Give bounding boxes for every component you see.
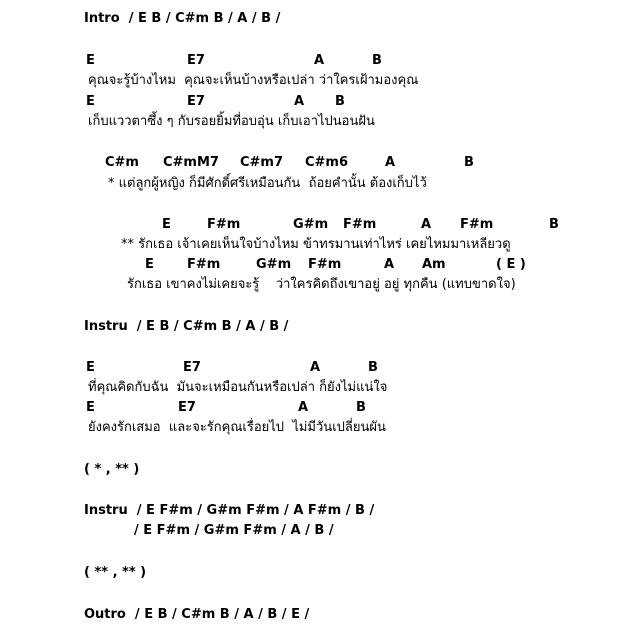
chord: E [162, 217, 171, 232]
chord: C#m6 [305, 155, 349, 170]
chord: F#m [343, 217, 377, 232]
chord: F#m [187, 257, 221, 272]
lyric-line: ที่คุณคิดกับฉัน มันจะเหมือนกันหรือเปล่า ก็ยังไม่แน่ใจ [88, 380, 388, 395]
chord: F#m [460, 217, 494, 232]
chord: ( E ) [496, 257, 526, 272]
chord: A [310, 360, 321, 375]
repeat-marker: ( * , ** ) [84, 462, 140, 477]
chord: B [356, 400, 366, 415]
instru-line: Instru / E B / C#m B / A / B / [84, 319, 289, 334]
repeat-marker: ( ** , ** ) [84, 565, 147, 580]
chord: E7 [183, 360, 201, 375]
chord: A [421, 217, 432, 232]
chord: E7 [187, 94, 205, 109]
chord: A [294, 94, 305, 109]
chord: E7 [187, 53, 205, 68]
chord: B [549, 217, 559, 232]
chord: E [86, 400, 95, 415]
lyric-line: ** รักเธอ เจ้าเคยเห็นใจบ้างไหม ข้าทรมานเท่าไหร่ เคยไหมมาเหลียวดู [121, 237, 511, 252]
lyric-line: รักเธอ เขาคงไม่เคยจะรู้ ว่าใครคิดถึงเขาอยู่ อยู่ ทุกคืน (แทบขาดใจ) [127, 277, 516, 292]
chord: B [372, 53, 382, 68]
chord: F#m [308, 257, 342, 272]
intro-line: Intro / E B / C#m B / A / B / [84, 11, 281, 26]
chord: C#m [105, 155, 139, 170]
chord: C#m7 [240, 155, 284, 170]
chord: C#mM7 [163, 155, 219, 170]
chord: A [298, 400, 309, 415]
chord: E [86, 360, 95, 375]
chord: E [86, 53, 95, 68]
chord: G#m [293, 217, 329, 232]
chord: Am [422, 257, 446, 272]
chord: E [145, 257, 154, 272]
chord: A [314, 53, 325, 68]
chord: E [86, 94, 95, 109]
chord: G#m [256, 257, 292, 272]
instru-line: / E F#m / G#m F#m / A / B / [134, 523, 334, 538]
lyric-line: คุณจะรู้บ้างไหม คุณจะเห็นบ้างหรือเปล่า ว่าใครเฝ้ามองคุณ [88, 73, 419, 88]
lyric-line: เก็บแววตาซึ้ง ๆ กับรอยยิ้มที่อบอุ่น เก็บเอาไปนอนฝัน [88, 114, 375, 129]
chord: B [464, 155, 474, 170]
chord: E7 [178, 400, 196, 415]
chord: B [368, 360, 378, 375]
lyric-line: ยังคงรักเสมอ และจะรักคุณเรื่อยไป ไม่มีวันเปลี่ยนผัน [88, 420, 386, 435]
instru-line: Instru / E F#m / G#m F#m / A F#m / B / [84, 503, 375, 518]
chord: A [384, 257, 395, 272]
lyric-line: * แต่ลูกผู้หญิง ก็มีศักดิ์ศรีเหมือนกัน ถ้อยคำนั้น ต้องเก็บไว้ [108, 176, 427, 191]
chord: F#m [207, 217, 241, 232]
chord: A [385, 155, 396, 170]
chord: B [335, 94, 345, 109]
outro-line: Outro / E B / C#m B / A / B / E / [84, 607, 310, 622]
